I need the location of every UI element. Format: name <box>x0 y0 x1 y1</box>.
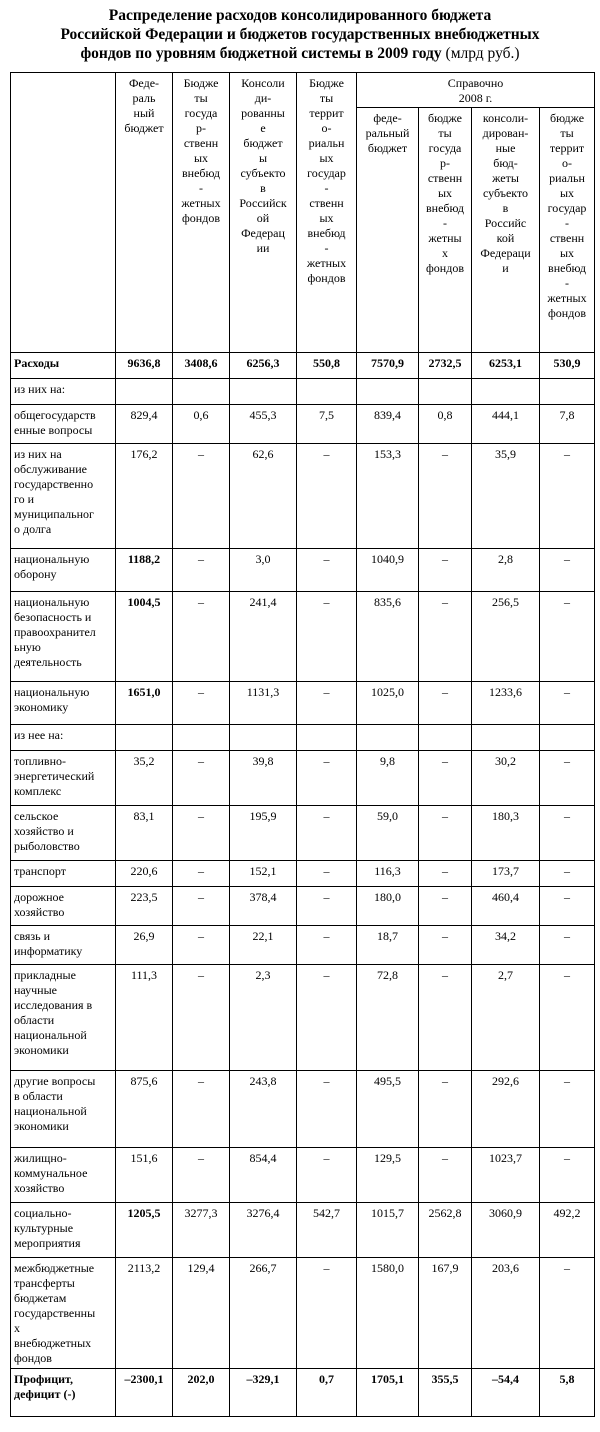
table-cell: 129,4 <box>173 1258 230 1369</box>
table-cell: 3276,4 <box>230 1203 297 1258</box>
table-cell: 2732,5 <box>419 353 472 379</box>
row-label: национальную безопасность и правоохранител ьную деятельность <box>11 592 116 682</box>
table-cell <box>173 725 230 751</box>
row-label: Профицит, дефицит (-) <box>11 1369 116 1417</box>
table-cell: – <box>540 861 595 887</box>
table-cell: 266,7 <box>230 1258 297 1369</box>
table-cell: – <box>419 751 472 806</box>
table-cell: 530,9 <box>540 353 595 379</box>
row-label: прикладные научные исследования в области национальной экономики <box>11 965 116 1071</box>
header-reference-2008: Справочно 2008 г. <box>357 73 595 108</box>
table-row <box>11 751 595 806</box>
table-cell: 1233,6 <box>472 682 540 725</box>
table-row <box>11 1369 595 1417</box>
table-cell: –329,1 <box>230 1369 297 1417</box>
table-cell: 7,5 <box>297 405 357 444</box>
table-cell <box>540 725 595 751</box>
header-empty <box>11 73 116 353</box>
table-cell: – <box>419 682 472 725</box>
table-cell: 202,0 <box>173 1369 230 1417</box>
table-cell: – <box>419 1071 472 1148</box>
table-cell: – <box>173 806 230 861</box>
table-cell: 72,8 <box>357 965 419 1071</box>
table-cell: 835,6 <box>357 592 419 682</box>
table-cell: – <box>540 965 595 1071</box>
title-line-3 <box>0 44 600 63</box>
table-cell: 59,0 <box>357 806 419 861</box>
table-cell: – <box>297 1071 357 1148</box>
table-cell: 26,9 <box>116 926 173 965</box>
table-cell: 495,5 <box>357 1071 419 1148</box>
table-cell: – <box>173 926 230 965</box>
table-cell: 241,4 <box>230 592 297 682</box>
table-cell: 1015,7 <box>357 1203 419 1258</box>
table-cell: 9,8 <box>357 751 419 806</box>
table-cell: – <box>173 444 230 549</box>
table-cell: 34,2 <box>472 926 540 965</box>
table-cell: – <box>540 751 595 806</box>
table-cell: 129,5 <box>357 1148 419 1203</box>
table-cell: – <box>173 1148 230 1203</box>
table-cell: – <box>297 806 357 861</box>
header-ref-territorial-funds: бюдже ты террит о- риальн ых государ - ственн ых внебюд - жетных фондов <box>540 108 595 353</box>
table-cell: – <box>173 549 230 592</box>
table-cell: – <box>173 751 230 806</box>
table-cell: 167,9 <box>419 1258 472 1369</box>
table-cell: –2300,1 <box>116 1369 173 1417</box>
table-cell: 1131,3 <box>230 682 297 725</box>
table-cell: 1040,9 <box>357 549 419 592</box>
table-cell: 542,7 <box>297 1203 357 1258</box>
table-body <box>11 353 595 1417</box>
table-title <box>0 6 600 63</box>
table-cell: – <box>297 965 357 1071</box>
table-cell: – <box>297 926 357 965</box>
table-row <box>11 887 595 926</box>
table-cell: – <box>297 549 357 592</box>
header-row-1 <box>11 73 595 108</box>
table-cell: 1651,0 <box>116 682 173 725</box>
table-cell: 455,3 <box>230 405 297 444</box>
table-cell: 203,6 <box>472 1258 540 1369</box>
table-cell: – <box>540 887 595 926</box>
table-cell: 7570,9 <box>357 353 419 379</box>
table-cell: 5,8 <box>540 1369 595 1417</box>
table-cell: 83,1 <box>116 806 173 861</box>
table-cell: 0,7 <box>297 1369 357 1417</box>
table-row <box>11 592 595 682</box>
table-cell: – <box>297 682 357 725</box>
table-cell: 180,3 <box>472 806 540 861</box>
header-territorial-funds: Бюдже ты террит о- риальн ых государ - ственн ых внебюд - жетных фондов <box>297 73 357 353</box>
header-ref-state-offbudget-funds: бюдже ты госуда р- ственн ых внебюд - жетны х фондов <box>419 108 472 353</box>
header-ref-federal-budget: феде- ральный бюджет <box>357 108 419 353</box>
table-cell <box>297 725 357 751</box>
table-cell: 9636,8 <box>116 353 173 379</box>
table-cell: 195,9 <box>230 806 297 861</box>
row-label: общегосударств енные вопросы <box>11 405 116 444</box>
table-row <box>11 353 595 379</box>
table-cell: 854,4 <box>230 1148 297 1203</box>
table-cell: 0,8 <box>419 405 472 444</box>
row-label: межбюджетные трансферты бюджетам государственны х внебюджетных фондов <box>11 1258 116 1369</box>
table-cell: 378,4 <box>230 887 297 926</box>
table-cell: 223,5 <box>116 887 173 926</box>
table-cell: – <box>419 965 472 1071</box>
table-row <box>11 405 595 444</box>
table-cell: – <box>540 806 595 861</box>
table-cell: 1025,0 <box>357 682 419 725</box>
row-label: национальную экономику <box>11 682 116 725</box>
table-row <box>11 861 595 887</box>
table-cell: 460,4 <box>472 887 540 926</box>
table-cell: 829,4 <box>116 405 173 444</box>
table-cell <box>472 725 540 751</box>
table-cell <box>116 725 173 751</box>
table-cell: 256,5 <box>472 592 540 682</box>
table-cell: – <box>419 592 472 682</box>
table-cell: – <box>173 861 230 887</box>
table-row <box>11 379 595 405</box>
table-cell: – <box>540 444 595 549</box>
table-cell: 1004,5 <box>116 592 173 682</box>
table-cell: 111,3 <box>116 965 173 1071</box>
title-line-2: Российской Федерации и бюджетов государственных внебюджетных <box>60 26 540 43</box>
table-cell <box>472 379 540 405</box>
table-cell: – <box>297 861 357 887</box>
table-row <box>11 806 595 861</box>
row-label: топливно- энергетический комплекс <box>11 751 116 806</box>
table-cell: 7,8 <box>540 405 595 444</box>
table-cell: 30,2 <box>472 751 540 806</box>
row-label: жилищно- коммунальное хозяйство <box>11 1148 116 1203</box>
table-cell <box>357 725 419 751</box>
table-cell: – <box>540 682 595 725</box>
table-row <box>11 1203 595 1258</box>
table-row <box>11 549 595 592</box>
table-cell <box>540 379 595 405</box>
row-label: другие вопросы в области национальной экономики <box>11 1071 116 1148</box>
table-cell: 62,6 <box>230 444 297 549</box>
table-cell: 3,0 <box>230 549 297 592</box>
table-cell: 1188,2 <box>116 549 173 592</box>
table-cell: 3060,9 <box>472 1203 540 1258</box>
table-cell: 0,6 <box>173 405 230 444</box>
row-label: транспорт <box>11 861 116 887</box>
table-cell: – <box>540 1071 595 1148</box>
table-cell <box>297 379 357 405</box>
table-cell: – <box>419 549 472 592</box>
row-label: дорожное хозяйство <box>11 887 116 926</box>
table-cell: 180,0 <box>357 887 419 926</box>
table-cell: – <box>419 926 472 965</box>
table-cell: 116,3 <box>357 861 419 887</box>
table-cell: – <box>540 1148 595 1203</box>
header-federal-budget: Феде- раль ный бюджет <box>116 73 173 353</box>
table-cell: 2,7 <box>472 965 540 1071</box>
table-cell <box>116 379 173 405</box>
table-cell: – <box>173 1071 230 1148</box>
table-cell: – <box>173 887 230 926</box>
table-cell: 550,8 <box>297 353 357 379</box>
table-cell: – <box>540 926 595 965</box>
table-cell: – <box>297 444 357 549</box>
table-cell: 492,2 <box>540 1203 595 1258</box>
title-line-3-text: фондов по уровням бюджетной системы в 2009 году <box>80 45 442 62</box>
table-cell: 35,2 <box>116 751 173 806</box>
table-cell: – <box>419 861 472 887</box>
table-cell: 444,1 <box>472 405 540 444</box>
table-cell: 875,6 <box>116 1071 173 1148</box>
table-cell: – <box>419 887 472 926</box>
table-cell <box>230 379 297 405</box>
table-cell: 176,2 <box>116 444 173 549</box>
table-cell: – <box>173 682 230 725</box>
table-cell: 39,8 <box>230 751 297 806</box>
table-row <box>11 444 595 549</box>
table-cell: 1705,1 <box>357 1369 419 1417</box>
table-row <box>11 725 595 751</box>
table-cell: 6253,1 <box>472 353 540 379</box>
table-cell: – <box>173 592 230 682</box>
title-line-1: Распределение расходов консолидированного бюджета <box>108 7 492 24</box>
table-cell: – <box>419 806 472 861</box>
row-label: Расходы <box>11 353 116 379</box>
table-cell: 6256,3 <box>230 353 297 379</box>
table-cell: 3408,6 <box>173 353 230 379</box>
table-cell: 220,6 <box>116 861 173 887</box>
table-cell <box>230 725 297 751</box>
table-cell: – <box>173 965 230 1071</box>
table-cell: 173,7 <box>472 861 540 887</box>
table-cell: 152,1 <box>230 861 297 887</box>
table-cell <box>173 379 230 405</box>
table-cell: – <box>419 444 472 549</box>
table-cell <box>357 379 419 405</box>
table-cell: 2562,8 <box>419 1203 472 1258</box>
table-cell <box>419 379 472 405</box>
table-cell: 153,3 <box>357 444 419 549</box>
table-cell: 355,5 <box>419 1369 472 1417</box>
table-row <box>11 926 595 965</box>
table-cell: 292,6 <box>472 1071 540 1148</box>
row-label: сельское хозяйство и рыболовство <box>11 806 116 861</box>
table-cell: 243,8 <box>230 1071 297 1148</box>
table-cell: 1205,5 <box>116 1203 173 1258</box>
table-row <box>11 682 595 725</box>
budget-table <box>10 72 595 1417</box>
table-cell: –54,4 <box>472 1369 540 1417</box>
table-cell: 35,9 <box>472 444 540 549</box>
row-label: из них на обслуживание государственно го и муниципальног о долга <box>11 444 116 549</box>
table-cell: 2,8 <box>472 549 540 592</box>
table-cell: 1580,0 <box>357 1258 419 1369</box>
table-cell: 3277,3 <box>173 1203 230 1258</box>
table-cell: – <box>297 887 357 926</box>
row-label: из них на: <box>11 379 116 405</box>
table-cell: – <box>297 592 357 682</box>
table-cell: 1023,7 <box>472 1148 540 1203</box>
table-cell: 2,3 <box>230 965 297 1071</box>
table-row <box>11 965 595 1071</box>
header-ref-consolidated-subjects: консоли- дирован- ные бюд- жеты субъекто в Российс кой Федераци и <box>472 108 540 353</box>
table-cell: – <box>297 1148 357 1203</box>
table-cell: 18,7 <box>357 926 419 965</box>
table-cell: 839,4 <box>357 405 419 444</box>
row-label: из нее на: <box>11 725 116 751</box>
table-cell: – <box>540 549 595 592</box>
table-row <box>11 1148 595 1203</box>
table-row <box>11 1258 595 1369</box>
table-cell <box>419 725 472 751</box>
table-row <box>11 1071 595 1148</box>
table-cell: – <box>540 592 595 682</box>
table-cell: – <box>540 1258 595 1369</box>
table-cell: – <box>297 751 357 806</box>
row-label: национальную оборону <box>11 549 116 592</box>
row-label: социально- культурные мероприятия <box>11 1203 116 1258</box>
table-cell: 22,1 <box>230 926 297 965</box>
header-consolidated-subjects: Консоли ди- рованны е бюджет ы субъекто в Российск ой Федерац ии <box>230 73 297 353</box>
table-cell: 2113,2 <box>116 1258 173 1369</box>
table-cell: 151,6 <box>116 1148 173 1203</box>
table-cell: – <box>419 1148 472 1203</box>
row-label: связь и информатику <box>11 926 116 965</box>
title-unit: (млрд руб.) <box>445 45 520 62</box>
table-cell: – <box>297 1258 357 1369</box>
header-state-offbudget-funds: Бюдже ты госуда р- ственн ых внебюд - жетных фондов <box>173 73 230 353</box>
